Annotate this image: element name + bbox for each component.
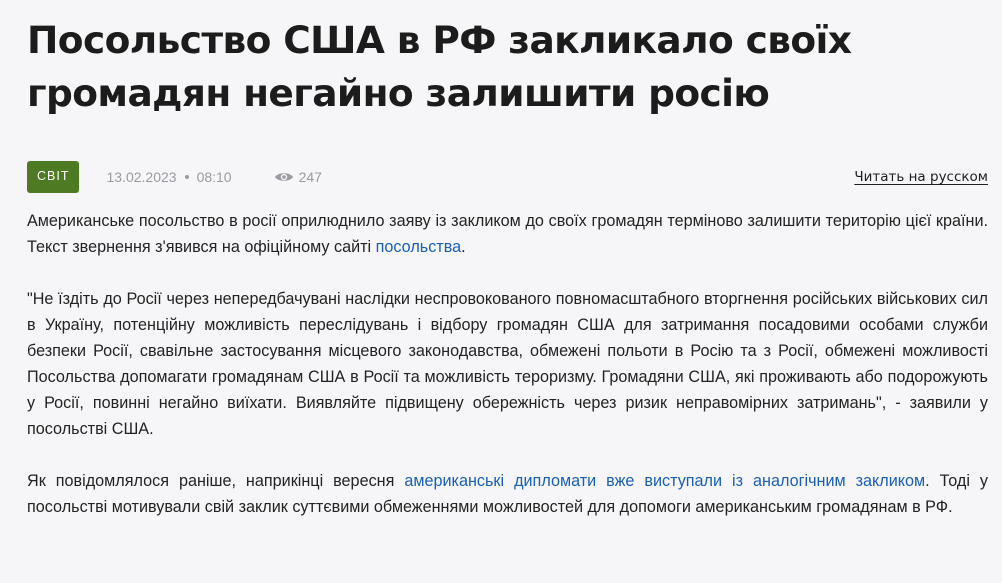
separator-dot [185, 175, 189, 179]
paragraph-2-quote: "Не їздіть до Росії через непередбачувані наслідки неспровокованого повномасштабного вторгнення російських військових сил в Україну, потенційну можливість переслідувань і відбору громадян США для затримання посадовими особами служби безпеки Росії, свавільне застосування місцевого законодавства, обмежені польоти в Росію та з Росії, обмежені можливості Посольства допомагати громадянам США в Росії та можливість тероризму. Громадяни США, які проживають або подорожують у Росії, повинні негайно виїхати. Виявляйте підвищену обережність через ризик неправомірних затримань", - заявили у посольстві США. [27, 290, 988, 438]
publish-time: 08:10 [196, 169, 232, 185]
read-in-russian-link[interactable]: Читать на русском [854, 169, 988, 185]
article-meta [27, 161, 988, 193]
views-counter [274, 169, 322, 185]
paragraph-1-end: . [461, 238, 466, 256]
paragraph-3-text: Як повідомлялося раніше, наприкінці вересня [27, 472, 405, 490]
paragraph-1-text: Американське посольство в росії оприлюднило заяву із закликом до своїх громадян терміново залишити територію цієї країни. Текст звернення з'явився на офіційному сайті [27, 212, 988, 256]
article-title: Посольство США в РФ закликало своїх громадян негайно залишити росію [27, 18, 852, 115]
embassy-link[interactable]: посольства [375, 238, 462, 256]
views-count: 247 [298, 169, 322, 185]
paragraph-1 [27, 208, 988, 260]
eye-icon [274, 170, 294, 184]
paragraph-3-end: . Тоді у посольстві мотивували свій заклик суттєвими обмеженнями можливостей для допомоги американським громадянам в РФ. [27, 472, 988, 516]
article-body [27, 208, 988, 520]
category-tag[interactable]: СВІТ [27, 161, 79, 193]
diplomats-call-link[interactable]: американські дипломати вже виступали із аналогічним закликом [404, 472, 926, 490]
paragraph-3 [27, 468, 988, 520]
publish-date: 13.02.2023 [106, 169, 177, 185]
